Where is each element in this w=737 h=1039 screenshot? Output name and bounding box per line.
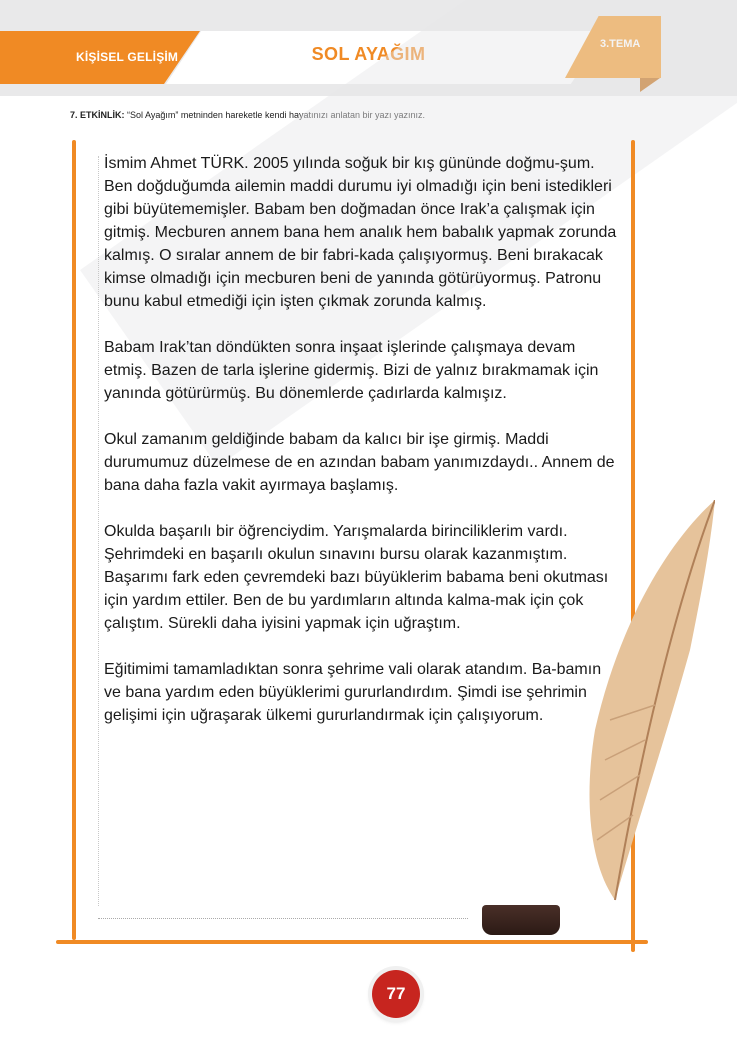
paragraph: Okulda başarılı bir öğrenciydim. Yarışmalarda birinciliklerim vardı. Şehrimdeki en başarılı okulun sınavını bursu olarak kazanmıştım. Başarımı fark eden çevremdeki bazı büyüklerim babama beni okutması için yardım ettiler. Ben de bu yardımların altında kalma-mak için çok çalıştım. Sürekli daha iyisini yapmak için uğraştım. [104,523,609,632]
writing-line [98,918,468,919]
activity-number: 7. ETKİNLİK: [70,110,125,120]
inkwell-icon [482,905,560,935]
paragraph: Eğitimimi tamamladıktan sonra şehrime vali olarak atandım. Ba-bamın ve bana yardım eden büyüklerimi gururlandırdım. Şimdi ise şehrimin gelişimi için uğraşarak ülkemi gururlandırmak için çalışıyorum. [104,661,602,724]
frame-bottom-line [56,940,648,944]
page-title: SOL AYAĞIM [311,44,426,64]
frame-left-line [72,140,76,940]
paragraph: Okul zamanım geldiğinde babam da kalıcı bir işe girmiş. Maddi durumumuz düzelmese de en azından babam yanımızdaydı.. Annem de bana daha fazla vakit ayırmaya başlamış. [104,431,615,494]
paragraph: İsmim Ahmet TÜRK. 2005 yılında soğuk bir kış gününde doğmu-şum. Ben doğduğumda ailemin maddi durumu iyi olmadığı için beni istedikleri gibi büyütememişler. Babam ben doğmadan önce Irak’a çalışmak için gitmiş. Mecburen annem bana hem analık hem babalık yapmak zorunda kalmış. O sıralar annem de bir fabri-kada çalışıyormuş. Beni bırakacak kimse olmadığı için mecburen beni de yanında götürüyormuş. Patronu bunu kabul etmediği için işten çıkmak zorunda kalmış. [104,155,617,310]
section-tab-label: KİŞİSEL GELİŞİM [76,50,179,64]
essay-text [104,152,619,750]
paragraph: Babam Irak’tan döndükten sonra inşaat işlerinde çalışmaya devam etmiş. Bazen de tarla işlerine gidermiş. Bizi de yalnız bırakmamak için yanında götürürmüş. Bu dönemlerde çadırlarda kalmışız. [104,339,599,402]
theme-label: 3.TEMA [600,38,641,50]
activity-text: “Sol Ayağım” metninden hareketle kendi hayatınızı anlatan bir yazı yazınız. [127,110,426,120]
writing-lines-margin [98,156,103,906]
page-number: 77 [386,984,406,1003]
